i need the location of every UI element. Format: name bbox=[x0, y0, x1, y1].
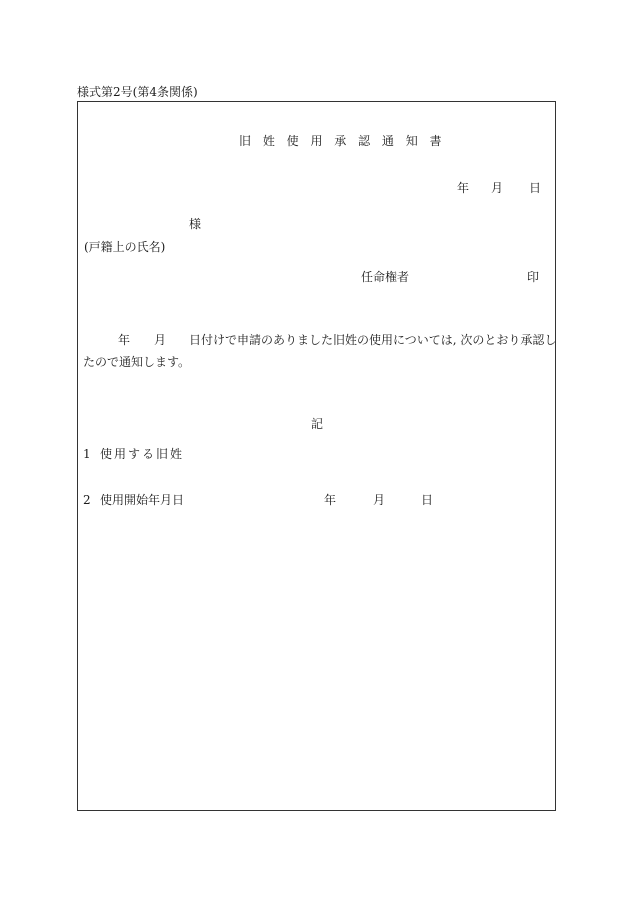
start-month-label: 月 bbox=[373, 493, 386, 507]
date-month-label: 月 bbox=[491, 181, 504, 195]
body-text-line2: たので通知します。 bbox=[83, 355, 191, 369]
item-number: 1 bbox=[83, 447, 91, 461]
date-day-label: 日 bbox=[529, 181, 542, 195]
form-number-label: 様式第2号(第4条関係) bbox=[77, 85, 198, 99]
recipient-name-note: (戸籍上の氏名) bbox=[84, 240, 166, 254]
item-number: 2 bbox=[83, 493, 91, 507]
seal-mark: 印 bbox=[527, 270, 540, 284]
item-label-start-date: 使用開始年月日 bbox=[100, 493, 185, 507]
start-day-label: 日 bbox=[421, 493, 434, 507]
ki-heading: 記 bbox=[311, 417, 324, 431]
start-year-label: 年 bbox=[324, 493, 337, 507]
body-month-label: 月 bbox=[154, 333, 167, 347]
document-title: 旧 姓 使 用 承 認 通 知 書 bbox=[239, 134, 446, 148]
date-year-label: 年 bbox=[457, 181, 470, 195]
item-label-former-surname: 使用する旧姓 bbox=[100, 447, 185, 461]
recipient-honorific: 様 bbox=[189, 217, 202, 231]
appointer-label: 任命権者 bbox=[361, 270, 410, 284]
body-year-label: 年 bbox=[118, 333, 131, 347]
body-text-line1: 日付けで申請のありました旧姓の使用については, 次のとおり承認し bbox=[189, 333, 557, 347]
